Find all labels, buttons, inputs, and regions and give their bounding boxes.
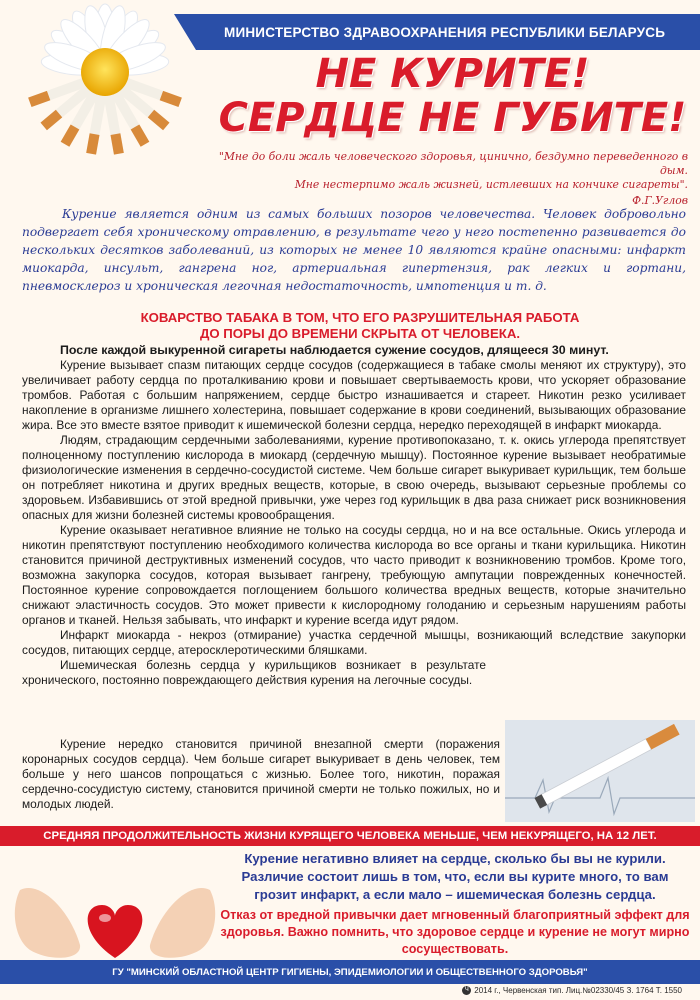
title-line-2: СЕРДЦЕ НЕ ГУБИТЕ! (218, 95, 687, 141)
section-heading-line-1: КОВАРСТВО ТАБАКА В ТОМ, ЧТО ЕГО РАЗРУШИТЕЛЬНАЯ РАБОТА (140, 310, 580, 325)
printer-logo-icon: Ч (462, 986, 471, 995)
article-paragraph: Инфаркт миокарда - некроз (отмирание) участка сердечной мышцы, возникающий вследствие закупорки сосудов, питающих сердце, атеросклеротическими бляшками. (22, 628, 686, 657)
article-paragraph: Курение вызывает спазм питающих сердце сосудов (содержащиеся в табаке смолы меняют их структуру), это увеличивает работу сердца по проталкиванию крови и повышает свертываемость крови, что ускоряет образование тромбов. Работая с большим напряжением, сердце быстро изнашивается и стареет. Никотин резко усиливает накопление в организме лишнего холестерина, повышает содержание в крови соединений, вызывающих образование жира. Все это вместе взятое приводит к ишемической болезни сердца, нередко переходящей в инфаркт миокарда. (22, 358, 686, 432)
ministry-name: МИНИСТЕРСТВО ЗДРАВООХРАНЕНИЯ РЕСПУБЛИКИ БЕЛАРУСЬ (224, 24, 666, 40)
imprint-text: 2014 г., Червенская тип. Лиц.№02330/45 З. 1764 Т. 1550 (474, 986, 682, 995)
lead-paragraph: После каждой выкуренной сигареты наблюдается сужение сосудов, длящееся 30 минут. (60, 343, 609, 357)
article-paragraph: Людям, страдающим сердечными заболеваниями, курение противопоказано, т. к. окись углерода препятствует полноценному поступлению кислорода в миокард (сердечную мышцу). Постоянное курение вызывает необратимые физиологические изменения в сердечно-сосудистой системе. Чем больше сигарет выкуривает курильщик, тем больше он потребляет никотина и других вредных веществ, которые, в свою очередь, вызывают серьезные проблемы со здоровьем. Избавившись от этой вредной привычки, уже через год курильщик в два раза снижает риск возникновения опасных для жизни болезней системы кровообращения. (22, 433, 686, 522)
lifespan-banner (0, 826, 700, 846)
ministry-banner (196, 14, 700, 50)
publisher-name: ГУ "МИНСКИЙ ОБЛАСТНОЙ ЦЕНТР ГИГИЕНЫ, ЭПИДЕМИОЛОГИИ И ОБЩЕСТВЕННОГО ЗДОРОВЬЯ" (112, 966, 588, 978)
quote-line-2: Мне нестерпимо жаль жизней, истлевших на кончике сигареты". (294, 178, 688, 191)
section-heading-line-2: ДО ПОРЫ ДО ВРЕМЕНИ СКРЫТА ОТ ЧЕЛОВЕКА. (199, 326, 521, 341)
hands-holding-heart-illustration (10, 850, 220, 970)
quote-line-1: "Мне до боли жаль человеческого здоровья, цинично, бездумно переведенного в дым. (218, 150, 688, 177)
summary-red: Отказ от вредной привычки дает мгновенный благоприятный эффект для здоровья. Важно помнить, что здоровое сердце и курение не могут мирно сосуществовать. (220, 908, 690, 956)
article-narrow-column (22, 737, 500, 812)
section-heading (40, 310, 680, 342)
summary-blue: Курение негативно влияет на сердце, сколько бы вы не курили. Различие состоит лишь в том, что, если вы курите много, то вам грозит инфаркт, а если мало – ишемическая болезнь сердца. (241, 851, 669, 902)
article-paragraph: Курение оказывает негативное влияние не только на сосуды сердца, но и на все остальные. Окись углерода и никотин препятствуют поступлению необходимого количества кислорода во все органы и ткани курильщика. Никотин становится причиной деструктивных изменений сосудов, что часто приводит к возникновению тромбов. Кроме того, возможна закупорка сосудов, которая вызывает гангрену, требующую ампутации поврежденных конечностей. Постоянное курение сопровождается поглощением большого количества вредных веществ, которые значительно снижают эластичность сосудов. Это может привести к кислородному голоданию и серьезным нарушениям работы органов и тканей. Нельзя забывать, что инфаркт и курение всегда идут рядом. (22, 523, 686, 627)
main-article (22, 343, 686, 688)
cigarette-ecg-photo (505, 720, 695, 822)
publisher-footer (0, 960, 700, 984)
article-paragraph: Курение нередко становится причиной внезапной смерти (поражения коронарных сосудов сердца). Чем больше сигарет выкуривает в день человек, тем больше у него шансов попрощаться с жизнью. Более того, никотин, поражая сердечно-сосудистую систему, становится причиной смерти не только пожилых, но и молодых людей. (22, 737, 500, 811)
article-paragraph: Ишемическая болезнь сердца у курильщиков возникает в результате хронического, постоянно повреждающего действия курения на легочные сосуды. (22, 658, 486, 687)
lifespan-text: СРЕДНЯЯ ПРОДОЛЖИТЕЛЬНОСТЬ ЖИЗНИ КУРЯЩЕГО ЧЕЛОВЕКА МЕНЬШЕ, ЧЕМ НЕКУРЯЩЕГО, НА 12 ЛЕТ. (43, 830, 657, 842)
title-line-1: НЕ КУРИТЕ! (315, 51, 590, 97)
epigraph-quote (195, 150, 688, 208)
print-imprint (462, 986, 682, 995)
quote-author: Ф.Г.Углов (632, 194, 688, 207)
poster-title (205, 52, 700, 140)
intro-paragraph: Курение является одним из самых больших позоров человечества. Человек добровольно подвергает себя хроническому отравлению, в результате чего у него постепенно развивается до нескольких десятков заболеваний, из которых не менее 10 являются крайне опасными: инфаркт миокарда, инсульт, гангрена ног, артериальная гипертензия, рак легких и гортани, пневмосклероз и хроническая легочная недостаточность, импотенция и т. д. (22, 207, 686, 293)
